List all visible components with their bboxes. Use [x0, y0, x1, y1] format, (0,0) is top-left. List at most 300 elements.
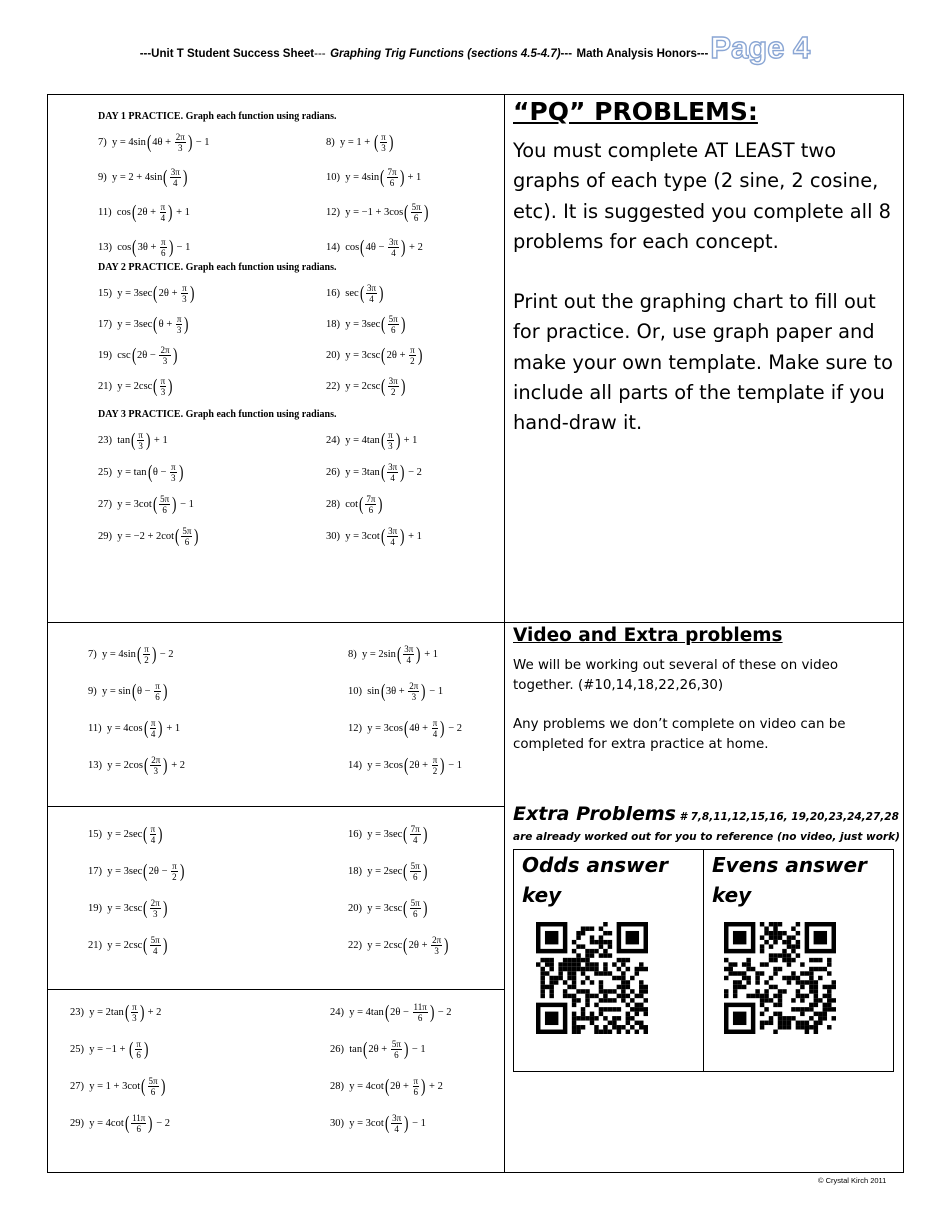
problem-tail: − 2: [435, 1006, 452, 1018]
fraction-den: 6: [162, 505, 167, 515]
problem-number: 18): [348, 865, 362, 877]
problem-26: [326, 462, 422, 483]
problem-function: y = 2csc: [345, 380, 381, 392]
fraction-num: π: [136, 1039, 141, 1049]
paren-left: (: [131, 345, 137, 366]
problem-10: [348, 681, 443, 702]
problem-24: [330, 1002, 452, 1023]
fraction-den: 6: [413, 1087, 419, 1097]
paren-right: ): [187, 132, 193, 153]
problem-tail: − 1: [177, 498, 194, 510]
fraction-num: π: [144, 644, 149, 654]
fraction: [408, 681, 419, 702]
fraction-num: 3π: [392, 1113, 402, 1123]
paren-right: ): [400, 526, 405, 547]
problem-tail: − 1: [409, 1043, 426, 1055]
problem-27: [70, 1076, 166, 1097]
paren-right: ): [416, 644, 421, 665]
problem-23: [70, 1002, 161, 1023]
paren-right: ): [168, 202, 173, 223]
fraction: [388, 314, 399, 335]
fraction: [131, 1002, 138, 1023]
problem-14: [326, 237, 423, 258]
fraction-num: π: [176, 314, 182, 324]
paren-right: ): [139, 1002, 145, 1023]
problem-function: y = tan: [117, 466, 147, 478]
fraction-den: 3: [160, 387, 166, 397]
fraction: [388, 376, 399, 397]
paren-left: (: [124, 1113, 130, 1134]
fraction-num: 7π: [387, 167, 397, 177]
paren-right: ): [145, 430, 151, 451]
fraction-den: 6: [368, 505, 374, 515]
problem-tail: − 1: [426, 685, 444, 697]
fraction-den: 4: [412, 835, 418, 845]
paren-left: (: [153, 283, 158, 304]
problem-function: cos: [345, 241, 360, 253]
column-divider: [504, 94, 505, 1173]
paren-right: ): [400, 376, 406, 397]
problem-function: y = 2 + 4sin: [112, 171, 163, 183]
problem-number: 21): [88, 939, 102, 951]
problem-tail: + 1: [405, 530, 422, 542]
problem-number: 22): [326, 380, 340, 392]
fraction: [170, 167, 181, 188]
fraction-num: 5π: [391, 1039, 401, 1049]
fraction: [410, 898, 421, 919]
fraction-den: 3: [388, 441, 393, 451]
problem-tail: − 1: [409, 1117, 426, 1129]
paren-right: ): [440, 718, 445, 739]
fraction: [131, 1113, 146, 1134]
problem-tail: − 2: [157, 648, 174, 660]
problem-15: [98, 283, 195, 304]
problem-function: csc: [117, 349, 131, 361]
paren-right: ): [168, 237, 173, 258]
fraction-num: 7π: [366, 494, 376, 504]
fraction-den: 6: [184, 537, 190, 547]
fraction-den: 4: [391, 248, 396, 258]
problem-8: [326, 132, 394, 153]
paren-right: ): [403, 1039, 409, 1060]
problem-number: 15): [98, 287, 112, 299]
fraction: [387, 526, 398, 547]
problem-17: [98, 314, 190, 335]
fraction-num: π: [161, 237, 166, 247]
problem-11: [98, 202, 190, 223]
paren-left: (: [380, 526, 386, 547]
problem-tail: − 2: [405, 466, 422, 478]
problem-tail: + 2: [168, 759, 186, 771]
problem-25: [98, 462, 184, 483]
fraction: [150, 935, 161, 956]
problem-number: 29): [70, 1117, 84, 1129]
problem-function: y = 2cos: [107, 759, 143, 771]
problem-function: y = 3sec: [107, 865, 143, 877]
problem-inner: θ −: [152, 466, 170, 478]
fraction-num: π: [160, 202, 166, 212]
problem-15: [88, 824, 164, 845]
fraction: [413, 1076, 420, 1097]
paren-right: ): [440, 755, 445, 776]
fraction-den: 3: [138, 441, 143, 451]
problem-29: [70, 1113, 170, 1134]
fraction: [431, 935, 442, 956]
paren-left: (: [360, 237, 365, 258]
fraction-den: 4: [432, 729, 438, 739]
fraction: [391, 1113, 402, 1134]
fraction-num: 2π: [151, 755, 161, 765]
problem-number: 10): [326, 171, 340, 183]
problem-function: y = 3sec: [117, 287, 153, 299]
fraction-den: 4: [150, 729, 156, 739]
problem-19: [88, 898, 168, 919]
fraction-den: 3: [132, 1013, 137, 1023]
fraction-num: 3π: [367, 283, 377, 293]
paren-left: (: [128, 1039, 134, 1060]
problem-function: tan: [349, 1043, 363, 1055]
fraction-den: 3: [182, 294, 187, 304]
header-dash-2: ---: [560, 48, 573, 60]
fraction-num: 2π: [150, 898, 160, 908]
problem-19: [98, 345, 178, 366]
problem-function: y = 4sin: [345, 171, 380, 183]
problem-18: [348, 861, 428, 882]
paren-right: ): [179, 861, 185, 882]
problem-function: tan: [117, 434, 131, 446]
problem-function: y = 2sec: [367, 865, 403, 877]
fraction-num: 3π: [389, 237, 399, 247]
paren-left: (: [153, 314, 158, 335]
paren-left: (: [143, 861, 148, 882]
fraction: [387, 462, 398, 483]
problem-number: 11): [98, 206, 112, 218]
problem-inner: 2θ +: [158, 287, 181, 299]
fraction-den: 4: [406, 655, 412, 665]
problem-number: 23): [98, 434, 112, 446]
fraction-num: π: [432, 755, 438, 765]
problem-9: [88, 681, 168, 702]
evens-qr-code-icon[interactable]: [724, 922, 836, 1034]
problem-12: [348, 718, 462, 739]
problem-function: y = 3cot: [117, 498, 152, 510]
fraction-num: 2π: [409, 681, 419, 691]
paren-left: (: [384, 1076, 390, 1097]
problem-number: 9): [98, 171, 107, 183]
paren-left: (: [384, 1002, 390, 1023]
problem-13: [88, 755, 185, 776]
fraction: [387, 167, 398, 188]
problem-30: [326, 526, 422, 547]
problem-tail: + 1: [421, 648, 439, 660]
pq-body: [513, 136, 898, 469]
problem-function: y = 4cot: [349, 1080, 384, 1092]
fraction: [387, 430, 394, 451]
problem-number: 14): [326, 241, 340, 253]
fraction-num: 2π: [175, 132, 185, 142]
problem-17: [88, 861, 185, 882]
paren-left: (: [380, 167, 385, 188]
problem-function: y = −2 + 2cot: [117, 530, 175, 542]
problem-number: 13): [98, 241, 112, 253]
problem-number: 26): [326, 466, 340, 478]
fraction-num: 5π: [410, 861, 420, 871]
paren-left: (: [359, 494, 364, 515]
fraction-den: 3: [152, 909, 158, 919]
fraction: [175, 132, 186, 153]
paren-right: ): [162, 681, 168, 702]
fraction-num: π: [413, 1076, 419, 1086]
paren-right: ): [423, 202, 429, 223]
problem-16: [326, 283, 384, 304]
paren-left: (: [147, 462, 152, 483]
fraction-den: 6: [394, 1050, 399, 1060]
paren-left: (: [141, 1076, 146, 1097]
header-dash: ---: [314, 48, 326, 60]
problem-inner: 4θ +: [409, 722, 431, 734]
paren-left: (: [403, 935, 408, 956]
fraction-den: 6: [412, 872, 418, 882]
problem-tail: − 2: [445, 722, 462, 734]
fraction-num: 5π: [148, 1076, 158, 1086]
paren-left: (: [380, 430, 386, 451]
fraction-num: 2π: [432, 935, 442, 945]
row-divider-3: [47, 989, 504, 990]
paren-left: (: [143, 718, 148, 739]
fraction-num: π: [171, 462, 176, 472]
paren-right: ): [400, 314, 406, 335]
problem-function: y = 3cot: [345, 530, 380, 542]
paren-right: ): [388, 132, 394, 153]
fraction-num: 5π: [388, 314, 398, 324]
paren-left: (: [403, 861, 408, 882]
paren-right: ): [143, 1039, 149, 1060]
problem-function: y = 2sin: [362, 648, 396, 660]
problem-28: [326, 494, 384, 515]
fraction: [143, 644, 150, 665]
problem-tail: − 1: [173, 241, 191, 253]
problem-function: cos: [117, 241, 132, 253]
problem-20: [348, 898, 428, 919]
fraction-den: 6: [413, 213, 419, 223]
paren-left: (: [132, 237, 137, 258]
odds-qr-code-icon[interactable]: [536, 922, 648, 1034]
fraction-num: 3π: [388, 376, 398, 386]
paren-left: (: [381, 345, 386, 366]
paren-left: (: [403, 718, 409, 739]
video-paragraph-2: Any problems we don’t complete on video can be completed for extra practice at home.: [513, 717, 846, 752]
problem-number: 8): [348, 648, 357, 660]
problem-inner: 4θ +: [152, 136, 174, 148]
problem-function: y = 3cos: [367, 759, 403, 771]
problem-number: 23): [70, 1006, 84, 1018]
problem-tail: + 2: [144, 1006, 162, 1018]
problem-tail: + 2: [426, 1080, 443, 1092]
fraction-num: π: [182, 283, 187, 293]
header-prefix: ---Unit T Student Success Sheet: [139, 48, 315, 60]
problem-8: [348, 644, 438, 665]
paren-left: (: [124, 1002, 130, 1023]
fraction-num: π: [150, 718, 156, 728]
fraction-den: 4: [152, 946, 158, 956]
fraction: [170, 462, 177, 483]
fraction: [150, 718, 157, 739]
problem-21: [98, 376, 174, 397]
problem-inner: 2θ −: [390, 1006, 412, 1018]
paren-right: ): [194, 526, 199, 547]
fraction: [409, 345, 416, 366]
fraction-den: 2: [432, 766, 438, 776]
fraction-den: 6: [155, 692, 160, 702]
problem-function: y = 4cot: [89, 1117, 124, 1129]
fraction-num: π: [138, 430, 143, 440]
paren-right: ): [163, 755, 168, 776]
paren-right: ): [148, 1113, 153, 1134]
problem-number: 10): [348, 685, 362, 697]
fraction-num: π: [410, 345, 415, 355]
problem-16: [348, 824, 428, 845]
problem-function: y = 2csc: [117, 380, 153, 392]
fraction-den: 3: [176, 325, 182, 335]
problem-number: 20): [326, 349, 340, 361]
fraction: [365, 494, 376, 515]
fraction: [160, 237, 167, 258]
extra-problems-note: are already worked out for you to reference (no video, just work): [513, 831, 900, 843]
fraction: [135, 1039, 142, 1060]
fraction-den: 4: [150, 835, 156, 845]
problem-function: y = 2csc: [367, 939, 403, 951]
problem-22: [348, 935, 450, 956]
paren-right: ): [178, 462, 183, 483]
row-divider-2: [47, 806, 504, 807]
answer-key-divider: [703, 850, 704, 1071]
problem-number: 17): [88, 865, 102, 877]
problem-function: y = sin: [102, 685, 131, 697]
problem-number: 19): [88, 902, 102, 914]
fraction-den: 2: [172, 872, 177, 882]
fraction-den: 3: [411, 692, 417, 702]
problem-14: [348, 755, 462, 776]
problem-function: y = −1 +: [89, 1043, 129, 1055]
paren-right: ): [444, 935, 449, 956]
problem-number: 13): [88, 759, 102, 771]
problem-function: y = 2sec: [107, 828, 143, 840]
fraction: [181, 283, 188, 304]
fraction: [150, 898, 161, 919]
paren-left: (: [359, 283, 365, 304]
fraction: [154, 681, 161, 702]
fraction: [159, 345, 170, 366]
paren-left: (: [131, 681, 137, 702]
paren-right: ): [429, 1002, 435, 1023]
fraction: [160, 376, 167, 397]
fraction-num: 5π: [410, 898, 420, 908]
fraction: [388, 237, 399, 258]
answer-key-box: [513, 849, 894, 1072]
paren-right: ): [422, 861, 428, 882]
problem-function: y = 4tan: [345, 434, 380, 446]
problem-number: 18): [326, 318, 340, 330]
fraction-den: 2: [410, 356, 415, 366]
fraction: [176, 314, 183, 335]
paren-left: (: [143, 755, 149, 776]
fraction-num: π: [388, 430, 393, 440]
paren-left: (: [146, 132, 152, 153]
paren-left: (: [131, 430, 136, 451]
problem-function: y = 1 +: [340, 136, 373, 148]
problem-12: [326, 202, 429, 223]
paren-right: ): [168, 376, 173, 397]
fraction-den: 3: [177, 143, 183, 153]
problem-function: y = 1 + 3cot: [89, 1080, 141, 1092]
problem-tail: + 1: [163, 722, 181, 734]
paren-right: ): [160, 1076, 165, 1097]
problem-number: 22): [348, 939, 362, 951]
problem-inner: θ +: [158, 318, 175, 330]
problem-inner: 2θ +: [408, 939, 431, 951]
problem-9: [98, 167, 188, 188]
paren-right: ): [421, 681, 426, 702]
page-header: [0, 30, 950, 72]
fraction: [150, 755, 161, 776]
paren-right: ): [422, 824, 428, 845]
pq-paragraph-2: Print out the graphing chart to fill out for practice. Or, use graph paper and make your own template. Make sure to include all parts of the template if you hand-draw it.: [513, 290, 893, 435]
problem-number: 16): [348, 828, 362, 840]
paren-left: (: [381, 314, 386, 335]
problem-number: 8): [326, 136, 335, 148]
problem-29: [98, 526, 200, 547]
fraction-num: 7π: [410, 824, 420, 834]
paren-right: ): [378, 283, 384, 304]
paren-left: (: [373, 132, 379, 153]
fraction-den: 4: [369, 294, 374, 304]
problem-number: 7): [88, 648, 97, 660]
fraction-num: 2π: [160, 345, 170, 355]
problem-function: y = 4tan: [349, 1006, 384, 1018]
problem-number: 9): [88, 685, 97, 697]
fraction: [403, 644, 414, 665]
problem-number: 12): [326, 206, 340, 218]
fraction: [160, 202, 167, 223]
problem-inner: 2θ +: [137, 206, 159, 218]
fraction-den: 6: [390, 325, 396, 335]
fraction-den: 6: [136, 1050, 141, 1060]
fraction: [410, 861, 421, 882]
problem-inner: 2θ −: [148, 865, 171, 877]
fraction-num: 5π: [182, 526, 192, 536]
problem-inner: 2θ +: [386, 349, 409, 361]
problem-7: [88, 644, 174, 665]
problem-function: y = 3tan: [345, 466, 380, 478]
problem-25: [70, 1039, 149, 1060]
problem-21: [88, 935, 168, 956]
fraction-num: 11π: [132, 1113, 146, 1123]
problem-inner: 3θ +: [385, 685, 408, 697]
problem-26: [330, 1039, 426, 1060]
problem-number: 20): [348, 902, 362, 914]
problem-number: 14): [348, 759, 362, 771]
problem-number: 30): [330, 1117, 344, 1129]
problem-inner: 2θ +: [368, 1043, 390, 1055]
paren-right: ): [158, 824, 163, 845]
paren-right: ): [162, 935, 168, 956]
fraction: [181, 526, 192, 547]
fraction-den: 6: [161, 248, 166, 258]
evens-key-label: Evens answer key: [712, 853, 867, 907]
fraction-den: 3: [162, 356, 168, 366]
fraction-den: 3: [171, 473, 176, 483]
day1-title: DAY 1 PRACTICE. Graph each function using radians.: [98, 111, 337, 122]
